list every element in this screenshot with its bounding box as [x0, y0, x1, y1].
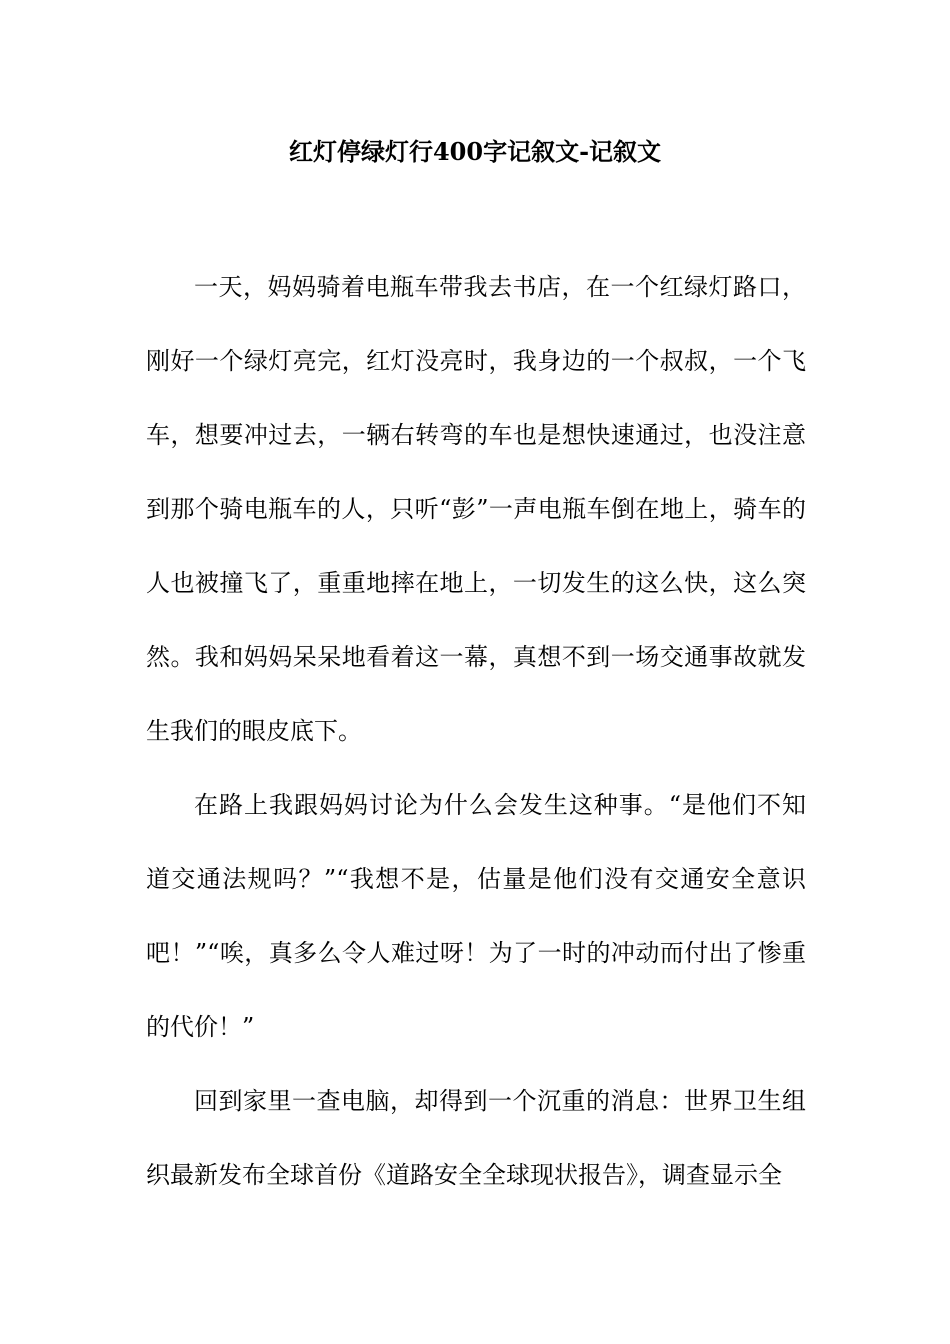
paragraph-1: 一天，妈妈骑着电瓶车带我去书店，在一个红绿灯路口，刚好一个绿灯亮完，红灯没亮时，我身边的一个叔叔，一个飞车，想要冲过去，一辆右转弯的车也是想快速通过，也没注意到那个骑电瓶车的人，只听“彭”一声电瓶车倒在地上，骑车的人也被撞飞了，重重地摔在地上，一切发生的这么快，这么突然。我和妈妈呆呆地看着这一幕，真想不到一场交通事故就发生我们的眼皮底下。: [146, 273, 806, 745]
document-body: [146, 250, 806, 1212]
document-title: 红灯停绿灯行400字记叙文-记叙文: [288, 137, 662, 166]
paragraph-2: 在路上我跟妈妈讨论为什么会发生这种事。“是他们不知道交通法规吗？”“我想不是，估量是他们没有交通安全意识吧！”“唉，真多么令人难过呀！为了一时的冲动而付出了惨重的代价！”: [146, 791, 806, 1041]
paragraph-3: 回到家里一查电脑，却得到一个沉重的消息：世界卫生组织最新发布全球首份《道路安全全球现状报告》，调查显示全: [146, 1087, 806, 1189]
